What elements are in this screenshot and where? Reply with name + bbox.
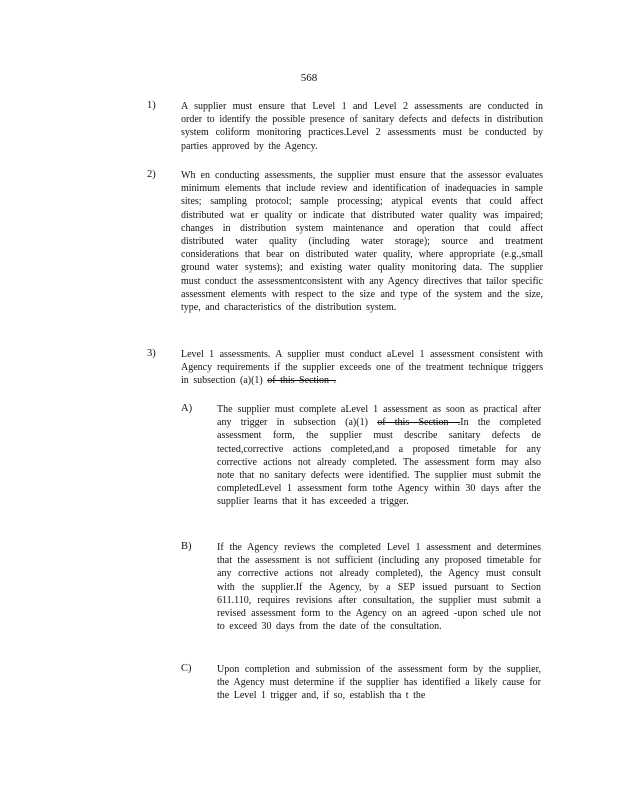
item-text-main: Level 1 assessments. A supplier must conduct aLevel 1 assessment consistent with Agency requirements if the supplier exceeds one of the treatment technique triggers in subsection (a)(1) — [181, 349, 543, 387]
subitem-number: A) — [181, 403, 193, 414]
subitem-text-before: The supplier must complete aLevel 1 assessment as soon as practical after any trigger in subsection (a)(1) — [217, 404, 541, 429]
subitem-text-after: In the completed assessment form, the supplier must describe sanitary defects de tected,corrective actions completed,and a proposed timetable for any corrective actions not already completed. The assessment form may also note that no sanitary defects were identified. The supplier must submit the completedLevel 1 assessment form tothe Agency within 30 days after the supplier learns that it has exceeded a trigger. — [217, 417, 541, 508]
item-text: A supplier must ensure that Level 1 and Level 2 assessments are conducted in order to identify the possible presence of sanitary defects and defects in distribution system coliform monitoring practices.Level 2 assessments must be conducted by parties approved by the Agency. — [181, 101, 543, 152]
subitem-text: If the Agency reviews the completed Level 1 assessment and determines that the assessment is not sufficient (including any proposed timetable for any corrective actions not already completed), the Agency must consult with the supplier.If the Agency, by a SEP issued pursuant to Section 611.110, requires revisions after consultation, the supplier must submit a revised assessment form to the Agency on an agreed -upon sched ule not to exceed 30 days from the date of the consultation. — [217, 542, 541, 633]
struck-text: of this Section . — [267, 375, 337, 387]
subitem-number: B) — [181, 541, 192, 552]
struck-text: of this Section . — [377, 417, 461, 429]
item-number: 3) — [147, 348, 156, 359]
item-number: 2) — [147, 169, 156, 180]
item-text: Wh en conducting assessments, the supplier must ensure that the assessor evaluates minimum elements that include review and identification of inadequacies in sample sites; sampling protocol; sample processing; atypical events that could affect distributed wat er quality or indicate that distributed water quality was impaired; changes in distribution system maintenance and operation that could affect distributed water quality (including water storage); source and treatment considerations that bear on distributed water quality, where appropriate (e.g.,small ground water systems); and existing water quality monitoring data. The supplier must conduct the assessmentconsistent with any Agency directives that tailor specific assessment elements with respect to the size and type of the system and the size, type, and characteristics of the distribution system. — [181, 170, 543, 314]
item-number: 1) — [147, 100, 156, 111]
page-number: 568 — [300, 72, 318, 84]
item-text — [181, 348, 543, 388]
subitem-number: C) — [181, 663, 192, 674]
subitem-text: Upon completion and submission of the assessment form by the supplier, the Agency must determine if the supplier has identified a likely cause for the Level 1 trigger and, if so, establish tha t the — [217, 664, 541, 702]
subitem-text — [217, 403, 541, 509]
